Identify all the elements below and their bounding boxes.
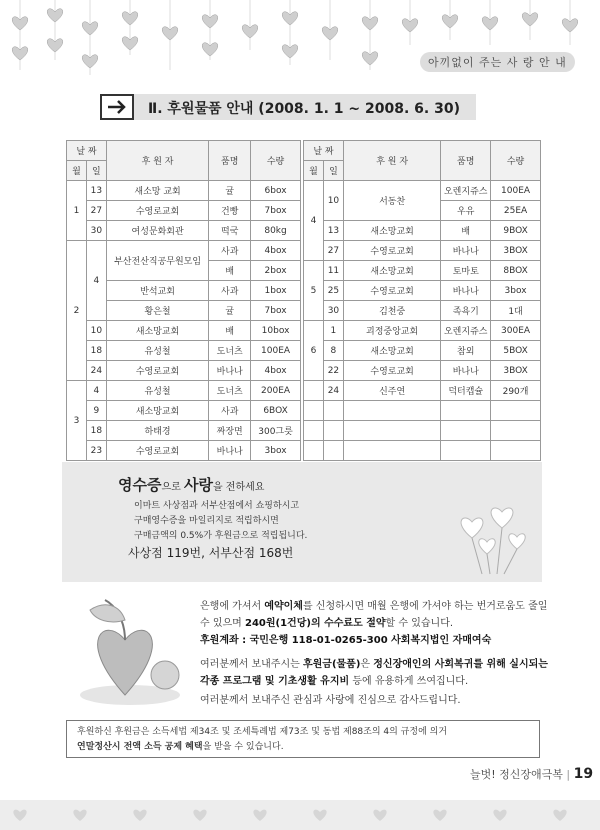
- donor-cell: 새소망교회: [106, 321, 208, 341]
- qty-cell: 200EA: [251, 381, 301, 401]
- item-cell: 오렌지쥬스: [441, 321, 491, 341]
- table-row: [67, 201, 301, 221]
- table-row: [304, 301, 541, 321]
- item-cell: 도너츠: [209, 341, 251, 361]
- qty-cell: 290개: [491, 381, 541, 401]
- heart-balloons-icon: [442, 482, 538, 578]
- day-cell: 11: [323, 261, 343, 281]
- donor-cell: 여성문화회관: [106, 221, 208, 241]
- day-cell: 13: [323, 221, 343, 241]
- item-cell: 족욕기: [441, 301, 491, 321]
- table-row: [67, 341, 301, 361]
- item-cell: 사과: [209, 241, 251, 261]
- qty-cell: 3box: [251, 441, 301, 461]
- item-cell: 도너츠: [209, 381, 251, 401]
- qty-cell: 9BOX: [491, 221, 541, 241]
- qty-cell: 3BOX: [491, 241, 541, 261]
- usage-paragraph: 여러분께서 보내주시는 후원금(물품)은 정신장애인의 사회복귀를 위해 실시되는 각종 프로그램 및 기초생활 유지비 등에 유용하게 쓰여집니다.: [200, 659, 548, 687]
- table-row: [304, 381, 541, 401]
- item-cell: 배: [209, 321, 251, 341]
- header-qty: 수량: [491, 141, 541, 181]
- header-qty: 수량: [251, 141, 301, 181]
- donor-cell: 수영로교회: [343, 361, 440, 381]
- header-donor: 후 원 자: [106, 141, 208, 181]
- donor-cell: 반석교회: [106, 281, 208, 301]
- month-cell: 5: [304, 261, 324, 321]
- header-item: 품명: [209, 141, 251, 181]
- donor-cell: 황은철: [106, 301, 208, 321]
- table-row: [304, 361, 541, 381]
- day-cell: 4: [86, 381, 106, 401]
- table-row: [67, 441, 301, 461]
- header-date: 날 짜: [67, 141, 107, 161]
- item-cell: 사과: [209, 401, 251, 421]
- donor-cell: 수영로교회: [106, 441, 208, 461]
- day-cell: 18: [86, 341, 106, 361]
- header-month: 월: [67, 161, 87, 181]
- table-row: [67, 241, 301, 261]
- item-cell: 오렌지쥬스: [441, 181, 491, 201]
- day-cell: 30: [86, 221, 106, 241]
- thanks-paragraph: 여러분께서 보내주신 관심과 사랑에 진심으로 감사드립니다.: [200, 695, 461, 706]
- table-row-empty: [304, 441, 541, 461]
- table-row-empty: [304, 421, 541, 441]
- donation-table-right: [303, 140, 541, 461]
- month-cell: 4: [304, 181, 324, 261]
- item-cell: 배: [209, 261, 251, 281]
- item-cell: 우유: [441, 201, 491, 221]
- heart-pattern-footer: [0, 800, 600, 830]
- day-cell: 24: [323, 381, 343, 401]
- table-row: [304, 221, 541, 241]
- page-number: 19: [573, 766, 594, 782]
- donor-cell: 유성철: [106, 341, 208, 361]
- banner-line: 구매영수증을 마일리지로 적립하시면: [134, 516, 279, 526]
- table-row: [304, 181, 541, 201]
- qty-cell: 3box: [491, 281, 541, 301]
- qty-cell: 3BOX: [491, 361, 541, 381]
- table-row: [67, 181, 301, 201]
- month-cell: 1: [67, 181, 87, 241]
- day-cell: 27: [86, 201, 106, 221]
- qty-cell: 100EA: [491, 181, 541, 201]
- item-cell: 덕터캡슐: [441, 381, 491, 401]
- hanging-hearts-decoration: [0, 0, 600, 90]
- qty-cell: 6BOX: [251, 401, 301, 421]
- banner-title: 영수증으로 사랑을 전하세요: [118, 476, 265, 494]
- donor-cell: 새소망교회: [343, 341, 440, 361]
- item-cell: 바나나: [441, 281, 491, 301]
- day-cell: 24: [86, 361, 106, 381]
- day-cell: 30: [323, 301, 343, 321]
- donor-cell: 새소망교회: [343, 261, 440, 281]
- donor-cell: 하태경: [106, 421, 208, 441]
- banner-line: 이마트 사상점과 서부산점에서 쇼핑하시고: [134, 501, 300, 511]
- day-cell: 23: [86, 441, 106, 461]
- header-day: 일: [323, 161, 343, 181]
- qty-cell: 8BOX: [491, 261, 541, 281]
- receipt-banner: [62, 462, 542, 582]
- table-row: [67, 401, 301, 421]
- item-cell: 건빵: [209, 201, 251, 221]
- header-donor: 후 원 자: [343, 141, 440, 181]
- item-cell: 바나나: [441, 241, 491, 261]
- qty-cell: 1대: [491, 301, 541, 321]
- day-cell: 1: [323, 321, 343, 341]
- table-row: [67, 321, 301, 341]
- banner-line: 구매금액의 0.5%가 후원금으로 적립됩니다.: [134, 531, 308, 541]
- qty-cell: 7box: [251, 301, 301, 321]
- item-cell: 배: [441, 221, 491, 241]
- table-row: [304, 341, 541, 361]
- item-cell: 귤: [209, 181, 251, 201]
- table-row: [304, 241, 541, 261]
- item-cell: 바나나: [441, 361, 491, 381]
- arrow-icon: [100, 94, 134, 120]
- donor-cell: 새소망교회: [343, 221, 440, 241]
- donor-cell: 수영로교회: [106, 201, 208, 221]
- donor-cell: 수영로교회: [106, 361, 208, 381]
- day-cell: 4: [86, 241, 106, 321]
- qty-cell: 300EA: [491, 321, 541, 341]
- table-row: [67, 421, 301, 441]
- item-cell: 귤: [209, 301, 251, 321]
- header-item: 품명: [441, 141, 491, 181]
- header-day: 일: [86, 161, 106, 181]
- item-cell: 짜장면: [209, 421, 251, 441]
- section-title: Ⅱ. 후원물품 안내 (2008. 1. 1 ~ 2008. 6. 30): [148, 101, 460, 117]
- donor-cell: 서동찬: [343, 181, 440, 221]
- corner-title: 아끼없이 주는 사 랑 안 내: [420, 52, 575, 72]
- table-row: [304, 261, 541, 281]
- donor-cell: 새소망교회: [106, 401, 208, 421]
- donor-cell: 신주연: [343, 381, 440, 401]
- month-cell: 6: [304, 321, 324, 381]
- qty-cell: 7box: [251, 201, 301, 221]
- item-cell: 바나나: [209, 361, 251, 381]
- day-cell: 22: [323, 361, 343, 381]
- header-month: 월: [304, 161, 324, 181]
- donor-cell: 새소망 교회: [106, 181, 208, 201]
- donation-table-left: [66, 140, 301, 461]
- day-cell: 8: [323, 341, 343, 361]
- item-cell: 떡국: [209, 221, 251, 241]
- item-cell: 바나나: [209, 441, 251, 461]
- day-cell: 13: [86, 181, 106, 201]
- qty-cell: 2box: [251, 261, 301, 281]
- table-row: [67, 361, 301, 381]
- page-footer: 늘벗! 정신장애극복 | 19: [470, 766, 594, 782]
- table-row: [67, 381, 301, 401]
- section-header: [100, 94, 476, 120]
- account-info: 후원계좌 : 국민은행 118-01-0265-300 사회복지법인 자매여숙: [200, 635, 492, 646]
- day-cell: 10: [86, 321, 106, 341]
- qty-cell: 80kg: [251, 221, 301, 241]
- qty-cell: 100EA: [251, 341, 301, 361]
- item-cell: 토마토: [441, 261, 491, 281]
- table-row: [304, 281, 541, 301]
- qty-cell: 300그릇: [251, 421, 301, 441]
- tax-deduction-note: 후원하신 후원금은 소득세법 제34조 및 조세특례법 제73조 및 동법 제88조의 4의 규정에 의거 연말정산시 전액 소득 공제 혜택을 받을 수 있습니다.: [66, 720, 540, 758]
- donor-cell: 김천중: [343, 301, 440, 321]
- day-cell: 10: [323, 181, 343, 221]
- qty-cell: 10box: [251, 321, 301, 341]
- table-row: [67, 221, 301, 241]
- magazine-name: 늘벗! 정신장애극복: [470, 768, 563, 781]
- qty-cell: 25EA: [491, 201, 541, 221]
- qty-cell: 6box: [251, 181, 301, 201]
- qty-cell: 1box: [251, 281, 301, 301]
- qty-cell: 4box: [251, 241, 301, 261]
- day-cell: 18: [86, 421, 106, 441]
- donor-cell: 부산전산직공무원모임: [106, 241, 208, 281]
- item-cell: 참외: [441, 341, 491, 361]
- day-cell: 27: [323, 241, 343, 261]
- donor-cell: 유성철: [106, 381, 208, 401]
- heart-apple-image: [70, 590, 190, 710]
- item-cell: 사과: [209, 281, 251, 301]
- banner-branches: 사상점 119번, 서부산점 168번: [128, 546, 294, 560]
- qty-cell: 5BOX: [491, 341, 541, 361]
- month-cell: 2: [67, 241, 87, 381]
- qty-cell: 4box: [251, 361, 301, 381]
- month-cell: [304, 381, 324, 401]
- table-row: [304, 321, 541, 341]
- donor-cell: 괴정중앙교회: [343, 321, 440, 341]
- day-cell: 25: [323, 281, 343, 301]
- day-cell: 9: [86, 401, 106, 421]
- auto-transfer-paragraph: 은행에 가셔서 예약이체를 신청하시면 매월 은행에 가셔야 하는 번거로움도 줄일 수 있으며 240원(1건당)의 수수료도 절약할 수 있습니다.: [200, 601, 548, 629]
- donor-cell: 수영로교회: [343, 281, 440, 301]
- table-row-empty: [304, 401, 541, 421]
- donor-cell: 수영로교회: [343, 241, 440, 261]
- header-date: 날 짜: [304, 141, 344, 161]
- month-cell: 3: [67, 381, 87, 461]
